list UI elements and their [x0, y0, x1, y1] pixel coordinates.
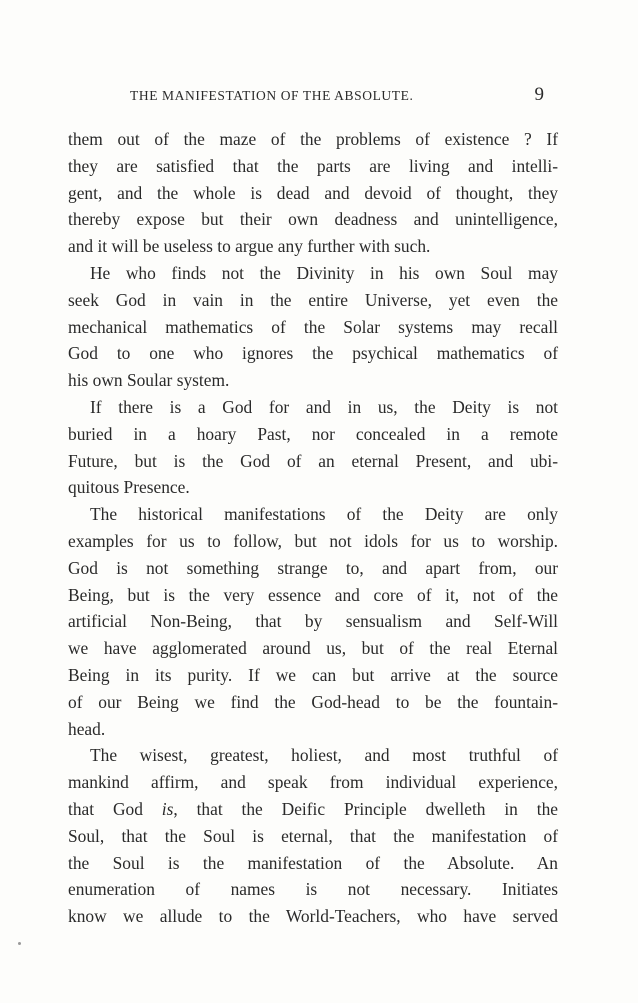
- text-line: that God is, that the Deific Principle dwelleth in the: [68, 798, 558, 819]
- text-line: we have agglomerated around us, but of the real Eternal: [68, 638, 558, 659]
- paper-speck: [18, 942, 21, 945]
- text-line: seek God in vain in the entire Universe, yet even the: [68, 289, 558, 310]
- text-line: of our Being we find the God-head to be the fountain-: [68, 691, 558, 712]
- text-line: gent, and the whole is dead and devoid of thought, they: [68, 182, 558, 203]
- text-line: them out of the maze of the problems of existence ? If: [68, 129, 558, 149]
- text-line: Future, but is the God of an eternal Present, and ubi-: [68, 450, 558, 471]
- text-line: God is not something strange to, and apart from, our: [68, 557, 558, 578]
- page-header: [68, 84, 546, 108]
- text-line: God to one who ignores the psychical mathematics of: [68, 343, 558, 364]
- text-line: head.: [68, 718, 106, 739]
- text-line: Being, but is the very essence and core of it, not of the: [68, 584, 558, 605]
- text-line: quitous Presence.: [68, 477, 190, 498]
- text-line: He who finds not the Divinity in his own Soul may: [90, 262, 558, 283]
- text-line: his own Soular system.: [68, 370, 230, 391]
- page-number: 9: [534, 84, 544, 105]
- text-line: The wisest, greatest, holiest, and most truthful of: [90, 745, 558, 766]
- text-line: they are satisfied that the parts are living and intelli-: [68, 155, 558, 176]
- text-line: enumeration of names is not necessary. Initiates: [68, 879, 558, 900]
- text-line: mechanical mathematics of the Solar systems may recall: [68, 316, 558, 337]
- text-line: thereby expose but their own deadness and unintelligence,: [68, 209, 558, 230]
- text-line: know we allude to the World-Teachers, who have served: [68, 906, 558, 927]
- body-text: [68, 126, 558, 930]
- text-line: and it will be useless to argue any further with such.: [68, 236, 431, 257]
- text-line: Being in its purity. If we can but arrive at the source: [68, 664, 558, 685]
- text-line: mankind affirm, and speak from individual experience,: [68, 772, 558, 793]
- running-title: THE MANIFESTATION OF THE ABSOLUTE.: [130, 88, 414, 103]
- text-line: Soul, that the Soul is eternal, that the manifestation of: [68, 825, 558, 846]
- text-line: artificial Non-Being, that by sensualism and Self-Will: [68, 611, 558, 632]
- text-line: The historical manifestations of the Deity are only: [90, 504, 558, 525]
- text-line: buried in a hoary Past, nor concealed in a remote: [68, 423, 558, 444]
- emphasis-is: is: [161, 798, 174, 819]
- text-line: the Soul is the manifestation of the Absolute. An: [68, 852, 558, 873]
- text-line: examples for us to follow, but not idols for us to worship.: [68, 530, 558, 551]
- text-line: If there is a God for and in us, the Deity is not: [90, 396, 558, 417]
